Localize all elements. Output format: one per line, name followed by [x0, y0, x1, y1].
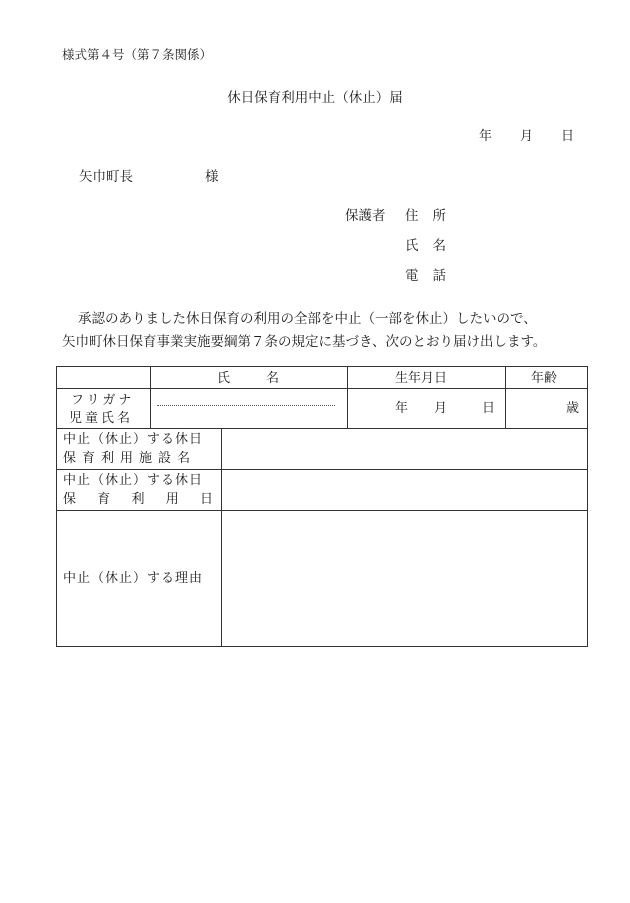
col-header-age: 年齢	[531, 371, 558, 386]
body-text	[62, 308, 602, 354]
addressee-honorific: 様	[205, 169, 219, 185]
birth-month-unit: 月	[434, 401, 448, 416]
date-day: 日	[561, 129, 575, 144]
furigana-divider	[157, 405, 335, 406]
guardian-phone-label: 電 話	[405, 268, 446, 284]
body-line-2: 矢巾町休日保育事業実施要綱第７条の規定に基づき、次のとおり届け出します。	[62, 334, 547, 350]
form-number: 様式第４号（第７条関係）	[62, 47, 213, 62]
furigana-label: フリガナ	[71, 393, 135, 408]
col-header-birthdate: 生年月日	[395, 371, 448, 386]
birth-year-unit: 年	[395, 401, 409, 416]
guardian-label: 保護者	[345, 208, 386, 224]
date-year: 年	[479, 129, 493, 144]
date-line	[479, 130, 574, 143]
guardian-address-label: 住 所	[405, 208, 446, 224]
facility-label-line-1: 中止（休止）する休日	[63, 432, 204, 447]
birth-day-unit: 日	[482, 401, 496, 416]
facility-label-line-2: 保育利用施設名	[63, 451, 197, 466]
use-day-label-line-2: 保 育 利 用 日	[63, 492, 213, 507]
addressee	[79, 171, 219, 185]
child-name-label: 児童氏名	[69, 411, 134, 426]
date-month: 月	[520, 129, 534, 144]
age-unit: 歳	[566, 401, 580, 416]
addressee-name: 矢巾町長	[79, 169, 133, 185]
guardian-name-label: 氏 名	[405, 238, 446, 254]
use-day-label-line-1: 中止（休止）する休日	[63, 473, 204, 488]
body-line-1: 承認のありました休日保育の利用の全部を中止（一部を休止）したいので、	[78, 311, 537, 327]
reason-label: 中止（休止）する理由	[63, 571, 204, 586]
form-table	[56, 366, 588, 647]
col-header-name: 氏 名	[217, 371, 280, 386]
document-title: 休日保育利用中止（休止）届	[227, 90, 403, 106]
